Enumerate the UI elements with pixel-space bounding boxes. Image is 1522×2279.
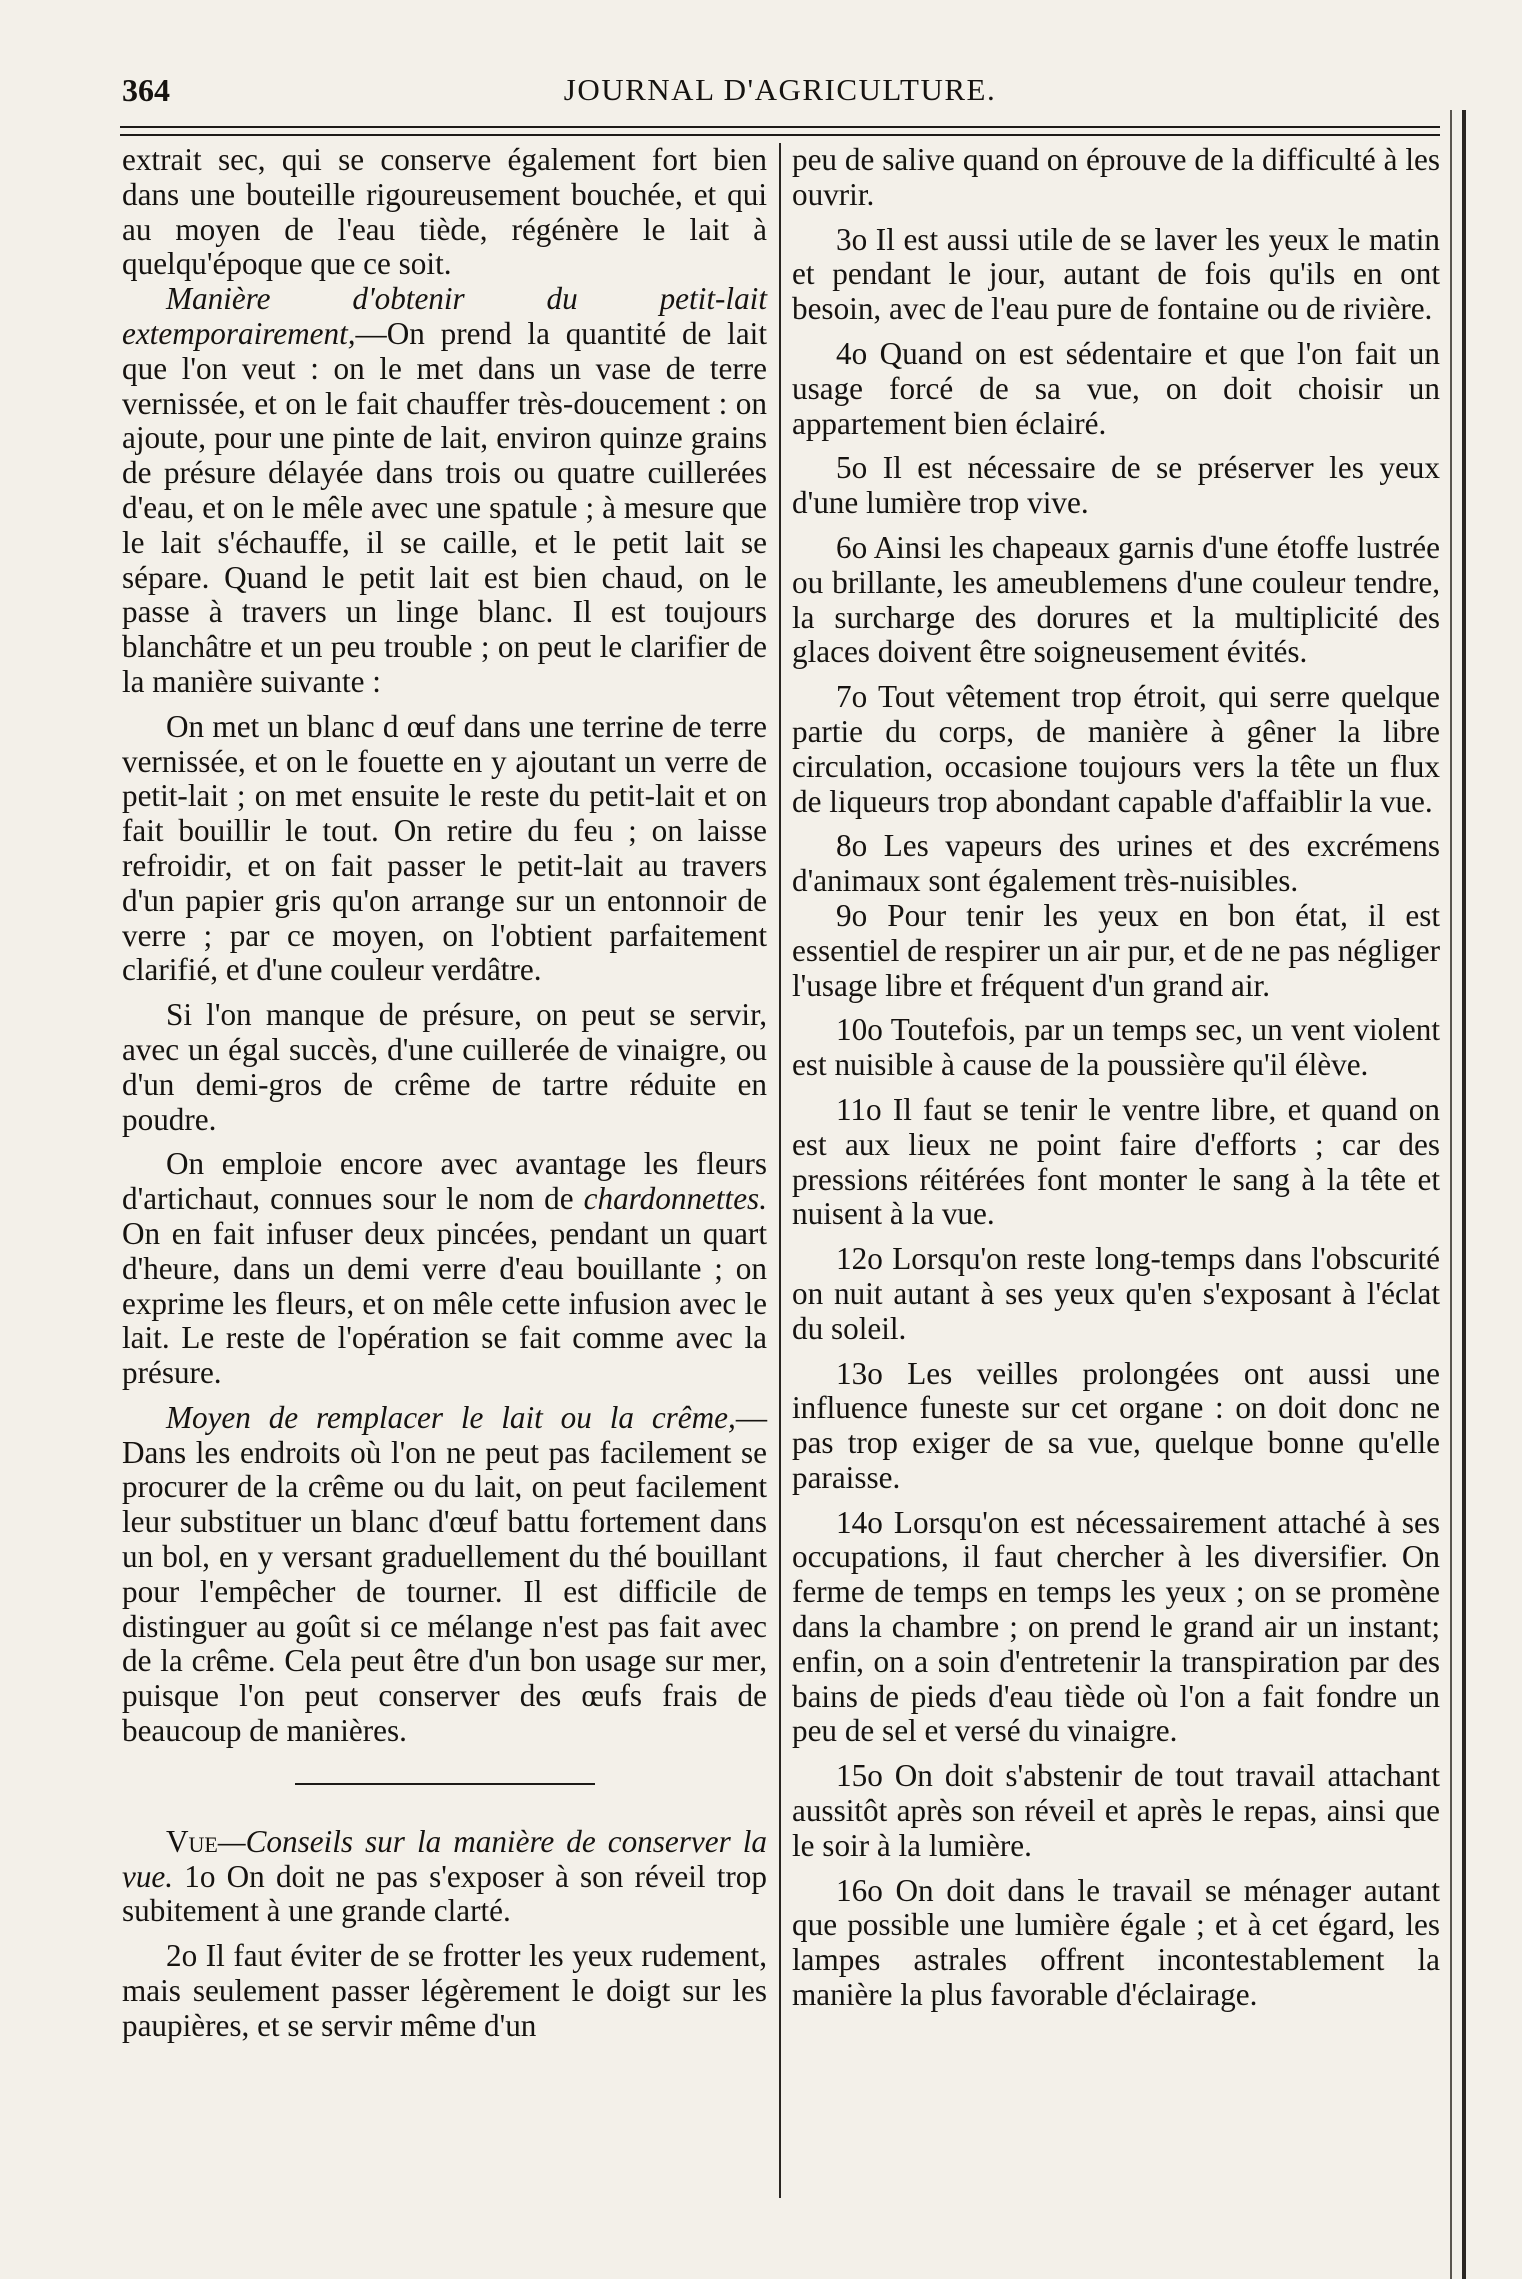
page-number: 364 xyxy=(122,72,170,108)
paragraph-artichaut xyxy=(122,1147,767,1391)
paragraph-vue-item-1: 1o On doit ne pas s'exposer à son réveil trop subitement à une grande clarté. xyxy=(122,1858,767,1929)
paragraph-petit-lait-text: —On prend la quantité de lait que l'on veut : on le met dans un vase de terre vernissée, et on le fait chauffer très-doucement : on ajoute, pour une pinte de lait, environ quinze grains de présure délayée dans trois ou quatre cuillerées d'eau, et on le mêle avec une spatule ; à mesure que le lait s'échauffe, il se caille, et le petit lait se sépare. Quand le petit lait est bien chaud, on le passe à travers un linge blanc. Il est toujours blanchâtre et un peu trouble ; on peut le clarifier de la manière suivante : xyxy=(122,315,767,699)
paragraph-presure: Si l'on manque de présure, on peut se servir, avec un égal succès, d'une cuillerée de vinaigre, ou d'un demi-gros de crême de tartre réduite en poudre. xyxy=(122,997,767,1137)
paragraph-vue-item-16: 16o On doit dans le travail se ménager autant que possible une lumière égale ; et à cet égard, les lampes astrales offrent incontestablement la manière la plus favorable d'éclairage. xyxy=(792,1872,1440,2013)
paragraph-remplacer-lait xyxy=(122,1401,767,1749)
paragraph-vue-item-5: 5o Il est nécessaire de se préserver les yeux d'une lumière trop vive. xyxy=(792,450,1440,521)
header-rule xyxy=(120,126,1440,136)
section-heading-petit-lait: Manière d'obtenir du petit-lait extemporairement, xyxy=(122,281,767,351)
paragraph-clarification: On met un blanc d œuf dans une terrine de terre vernissée, et on le fouette en y ajoutant un verre de petit-lait ; on met ensuite le reste du petit-lait et on fait bouillir le tout. On retire du feu ; on laisse refroidir, et on fait passer le petit-lait au travers d'un papier gris qu'on arrange sur un entonnoir de verre ; par ce moyen, on l'obtient parfaitement clarifié, et d'une couleur verdâtre. xyxy=(122,708,767,988)
paragraph-vue-item-2: 2o Il faut éviter de se frotter les yeux rudement, mais seulement passer légèrement le doigt sur les paupières, et se servir même d'un xyxy=(122,1938,767,2043)
paragraph-vue-item-2-cont: peu de salive quand on éprouve de la difficulté à les ouvrir. xyxy=(792,142,1440,212)
paragraph-vue-intro xyxy=(122,1825,767,1929)
page-edge-line-inner xyxy=(1450,110,1452,2279)
page-header xyxy=(120,72,1440,116)
section-subtitle-vue: —Conseils sur la manière de conserver la vue. xyxy=(122,1823,767,1894)
paragraph-remplacer-lait-text: — Dans les endroits où l'on ne peut pas facilement se procurer de la crême ou du lait, on peut facilement leur substituer un blanc d'œuf battu fortement dans un bol, en y versant graduellement du thé bouillant pour l'empêcher de tourner. Il est difficile de distinguer au goût si ce mélange n'est pas fait avec de la crême. Cela peut être d'un bon usage sur mer, puisque l'on peut conserver des œufs frais de beaucoup de manières. xyxy=(122,1399,767,1749)
paragraph-extrait-sec: extrait sec, qui se conserve également fort bien dans une bouteille rigoureusement bouchée, et qui au moyen de l'eau tiède, régénère le lait à quelqu'époque que ce soit. xyxy=(122,142,767,282)
paragraph-vue-item-3: 3o Il est aussi utile de se laver les yeux le matin et pendant le jour, autant de fois qu'ils en ont besoin, avec de l'eau pure de fontaine ou de rivière. xyxy=(792,221,1440,327)
paragraph-vue-item-12: 12o Lorsqu'on reste long-temps dans l'obscurité on nuit autant à ses yeux qu'en s'exposant à l'éclat du soleil. xyxy=(792,1241,1440,1346)
section-title-vue: Vue xyxy=(166,1823,218,1859)
paragraph-vue-item-9: 9o Pour tenir les yeux en bon état, il est essentiel de respirer un air pur, et de ne pas négliger l'usage libre et fréquent d'un grand air. xyxy=(792,897,1440,1003)
running-title: JOURNAL D'AGRICULTURE. xyxy=(563,72,997,107)
right-column xyxy=(792,143,1440,2013)
paragraph-vue-item-13: 13o Les veilles prolongées ont aussi une influence funeste sur cet organe : on doit donc ne pas trop exiger de sa vue, quelque bonne qu'elle paraisse. xyxy=(792,1355,1440,1495)
column-divider xyxy=(779,143,781,2198)
paragraph-vue-item-4: 4o Quand on est sédentaire et que l'on fait un usage forcé de sa vue, on doit choisir un appartement bien éclairé. xyxy=(792,335,1440,441)
paragraph-vue-item-11: 11o Il faut se tenir le ventre libre, et quand on est aux lieux ne point faire d'efforts ; car des pressions réitérées font monter le sang à la tête et nuisent à la vue. xyxy=(792,1091,1440,1232)
paragraph-vue-item-6: 6o Ainsi les chapeaux garnis d'une étoffe lustrée ou brillante, les ameublemens d'une couleur tendre, la surcharge des dorures et la multiplicité des glaces doivent être soigneusement évités. xyxy=(792,529,1440,670)
chardonnettes-term: chardonnettes. xyxy=(583,1181,767,1217)
paragraph-vue-item-14: 14o Lorsqu'on est nécessairement attaché à ses occupations, il faut chercher à les diversifier. On ferme de temps en temps les yeux ; on se promène dans la chambre ; on prend le grand air un instant; enfin, on a soin d'entretenir la transpiration par des bains de pieds d'eau tiède où l'on a fait fondre un peu de sel et versé du vinaigre. xyxy=(792,1504,1440,1749)
paragraph-vue-item-7: 7o Tout vêtement trop étroit, qui serre quelque partie du corps, de manière à gêner la libre circulation, occasione toujours vers la tête un flux de liqueurs trop abondant capable d'affaiblir la vue. xyxy=(792,679,1440,819)
paragraph-petit-lait xyxy=(122,282,767,700)
section-separator-rule xyxy=(295,1783,595,1785)
paragraph-artichaut-a: On emploie encore avec avantage les fleurs d'artichaut, connues sour le nom de xyxy=(122,1146,767,1217)
paragraph-vue-item-8: 8o Les vapeurs des urines et des excrémens d'animaux sont également très-nuisibles. xyxy=(792,828,1440,899)
paragraph-vue-item-10: 10o Toutefois, par un temps sec, un vent violent est nuisible à cause de la poussière qu'il élève. xyxy=(792,1012,1440,1083)
paragraph-vue-item-15: 15o On doit s'abstenir de tout travail attachant aussitôt après son réveil et après le repas, ainsi que le soir à la lumière. xyxy=(792,1758,1440,1863)
left-column xyxy=(122,143,767,2044)
paragraph-artichaut-b: On en fait infuser deux pincées, pendant un quart d'heure, dans un demi verre d'eau bouillante ; on exprime les fleurs, et on mêle cette infusion avec le lait. Le reste de l'opération se fait comme avec la présure. xyxy=(122,1215,767,1391)
page-edge-line xyxy=(1462,110,1466,2279)
section-heading-remplacer-lait: Moyen de remplacer le lait ou la crême, xyxy=(166,1399,736,1435)
